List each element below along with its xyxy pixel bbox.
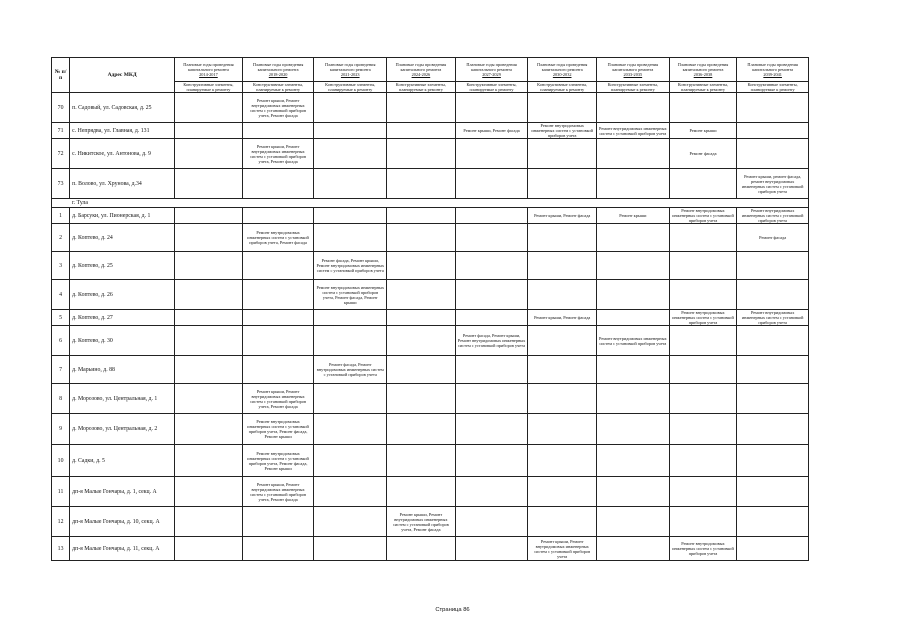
repair-cell — [314, 208, 387, 224]
row-address: д. Коптево, д. 30 — [70, 326, 175, 356]
row-address: п. Волово, ул. Хрунова, д.34 — [70, 169, 175, 199]
header-period-years: 2033-2035 — [623, 72, 643, 77]
repair-cell — [737, 139, 809, 169]
repair-cell: Ремонт фасада, Ремонт внутридомовых инженерных систем с установкой приборов учета — [314, 356, 387, 384]
repair-cell — [175, 356, 243, 384]
repair-cell — [597, 169, 670, 199]
repair-cell — [175, 310, 243, 326]
repair-cell — [455, 384, 528, 414]
repair-cell — [455, 93, 528, 123]
repair-cell — [669, 356, 737, 384]
header-address: Адрес МКД — [70, 58, 175, 93]
row-address: д. Коптево, д. 24 — [70, 224, 175, 252]
repair-cell — [669, 507, 737, 537]
row-number: 3 — [52, 252, 70, 280]
repair-cell: Ремонт крыши, ремонт фасада, ремонт внутридомовых инженерных систем с установкой приборов учета — [737, 169, 809, 199]
repair-cell — [455, 280, 528, 310]
row-number: 10 — [52, 445, 70, 477]
repair-cell: Ремонт внутридомовых инженерных систем с установкой приборов учета, Ремонт фасада — [242, 224, 314, 252]
repair-cell — [597, 280, 670, 310]
row-number: 72 — [52, 139, 70, 169]
repair-cell — [455, 507, 528, 537]
repair-cell: Ремонт внутридомовых инженерных систем с установкой приборов учета, Ремонт фасада, Ремонт крыши — [242, 414, 314, 445]
repair-cell — [597, 445, 670, 477]
repair-cell — [387, 477, 456, 507]
repair-cell — [242, 169, 314, 199]
repair-cell: Ремонт крыши, Ремонт внутридомовых инженерных систем с установкой приборов учета, Ремонт фасада — [242, 93, 314, 123]
header-period-subtitle: Конструктивные элементы, планируемые к ремонту — [669, 82, 737, 93]
repair-cell — [387, 326, 456, 356]
row-address: д. Морозово, ул. Центральная, д. 1 — [70, 384, 175, 414]
repair-cell — [528, 252, 597, 280]
row-number: 73 — [52, 169, 70, 199]
header-period-subtitle: Конструктивные элементы, планируемые к ремонту — [314, 82, 387, 93]
repair-cell — [737, 356, 809, 384]
repair-cell — [242, 537, 314, 561]
header-period-title: Плановые годы проведения капитального ремонта — [183, 62, 234, 72]
header-period — [669, 58, 737, 82]
repair-cell — [314, 310, 387, 326]
row-number: 4 — [52, 280, 70, 310]
table-row — [52, 123, 809, 139]
section-title: г. Тула — [52, 199, 809, 208]
header-period-title: Плановые годы проведения капитального ремонта — [252, 62, 304, 72]
repair-cell — [528, 507, 597, 537]
repair-cell — [669, 326, 737, 356]
repair-cell — [737, 93, 809, 123]
repair-cell — [175, 123, 243, 139]
repair-cell — [314, 139, 387, 169]
repair-cell — [387, 169, 456, 199]
repair-cell — [669, 280, 737, 310]
repair-cell — [242, 310, 314, 326]
repair-cell — [455, 537, 528, 561]
repair-cell — [669, 477, 737, 507]
repair-cell — [314, 445, 387, 477]
repair-cell — [597, 384, 670, 414]
repair-cell — [528, 414, 597, 445]
header-period-subtitle: Конструктивные элементы, планируемые к ремонту — [175, 82, 243, 93]
row-address: д. Садки, д. 5 — [70, 445, 175, 477]
repair-cell — [242, 252, 314, 280]
repair-cell — [528, 139, 597, 169]
repair-cell — [387, 208, 456, 224]
repair-cell — [314, 507, 387, 537]
table-row — [52, 356, 809, 384]
row-address: дп-я Малые Гончары, д. 10, секц. А — [70, 507, 175, 537]
header-period-title: Плановые годы проведения капитального ремонта — [747, 62, 798, 72]
repair-cell: Ремонт крыши — [669, 123, 737, 139]
repair-cell — [387, 537, 456, 561]
repair-cell: Ремонт крыши, Ремонт внутридомовых инженерных систем с установкой приборов учета, Ремонт фасада — [387, 507, 456, 537]
table-row — [52, 414, 809, 445]
repair-cell: Ремонт внутридомовых инженерных систем с установкой приборов учета — [669, 537, 737, 561]
repair-cell — [455, 356, 528, 384]
repair-cell — [597, 537, 670, 561]
header-period-years: 2030-2032 — [552, 72, 572, 77]
header-period-title: Плановые годы проведения капитального ремонта — [607, 62, 659, 72]
repair-schedule-table — [51, 57, 809, 561]
table-row — [52, 310, 809, 326]
repair-cell: Ремонт крыши, Ремонт фасада — [528, 310, 597, 326]
repair-cell — [597, 252, 670, 280]
repair-cell — [242, 326, 314, 356]
header-period — [737, 58, 809, 82]
table-row — [52, 507, 809, 537]
repair-cell — [737, 507, 809, 537]
repair-cell — [387, 384, 456, 414]
header-period — [455, 58, 528, 82]
table-row — [52, 252, 809, 280]
row-number: 13 — [52, 537, 70, 561]
header-period — [242, 58, 314, 82]
row-number: 7 — [52, 356, 70, 384]
repair-cell — [455, 414, 528, 445]
section-row — [52, 199, 809, 208]
repair-cell: Ремонт внутридомовых инженерных систем с установкой приборов учета, Ремонт фасада, Ремонт крыши — [314, 280, 387, 310]
repair-cell — [175, 93, 243, 123]
repair-cell — [597, 224, 670, 252]
header-period — [597, 58, 670, 82]
row-address: д. Коптево, д. 27 — [70, 310, 175, 326]
row-address: д. Морозово, ул. Центральная, д. 2 — [70, 414, 175, 445]
repair-cell: Ремонт крыши, Ремонт внутридомовых инженерных систем с установкой приборов учета — [528, 537, 597, 561]
repair-cell: Ремонт крыши, Ремонт внутридомовых инженерных систем с установкой приборов учета, Ремонт фасада — [242, 477, 314, 507]
table-row — [52, 224, 809, 252]
repair-cell — [455, 139, 528, 169]
repair-cell — [528, 445, 597, 477]
repair-cell — [314, 224, 387, 252]
header-period-title: Плановые годы проведения капитального ремонта — [677, 62, 729, 72]
repair-cell: Ремонт внутридомовых инженерных систем с установкой приборов учета — [737, 310, 809, 326]
repair-cell — [597, 310, 670, 326]
repair-cell — [455, 252, 528, 280]
header-period-years: 2024-2026 — [411, 72, 431, 77]
header-period-subtitle: Конструктивные элементы, планируемые к ремонту — [737, 82, 809, 93]
header-period — [175, 58, 243, 82]
table-header — [52, 58, 809, 93]
repair-cell: Ремонт фасада — [737, 224, 809, 252]
repair-cell: Ремонт крыши, Ремонт фасада — [528, 208, 597, 224]
repair-cell — [528, 169, 597, 199]
header-period-subtitle: Конструктивные элементы, планируемые к ремонту — [597, 82, 670, 93]
repair-cell — [175, 224, 243, 252]
repair-cell — [387, 224, 456, 252]
repair-cell — [737, 445, 809, 477]
row-number: 71 — [52, 123, 70, 139]
repair-cell — [387, 93, 456, 123]
repair-cell — [175, 208, 243, 224]
repair-cell — [175, 445, 243, 477]
repair-cell — [242, 280, 314, 310]
repair-cell — [175, 477, 243, 507]
row-number: 9 — [52, 414, 70, 445]
repair-cell — [597, 356, 670, 384]
row-number: 6 — [52, 326, 70, 356]
table-row — [52, 93, 809, 123]
row-number: 11 — [52, 477, 70, 507]
table-row — [52, 384, 809, 414]
repair-cell — [242, 356, 314, 384]
repair-cell — [175, 169, 243, 199]
repair-cell — [314, 477, 387, 507]
repair-cell: Ремонт внутридомовых инженерных систем с установкой приборов учета — [669, 310, 737, 326]
repair-cell — [314, 414, 387, 445]
repair-cell — [737, 414, 809, 445]
repair-cell: Ремонт внутридомовых инженерных систем с установкой приборов учета — [597, 123, 670, 139]
row-address: д. Коптево, д. 26 — [70, 280, 175, 310]
repair-cell — [737, 384, 809, 414]
header-period-subtitle: Конструктивные элементы, планируемые к ремонту — [455, 82, 528, 93]
repair-cell — [737, 123, 809, 139]
repair-cell: Ремонт фасада, Ремонт крыши, Ремонт внутридомовых инженерных систем с установкой приборов учета — [314, 252, 387, 280]
repair-cell: Ремонт внутридомовых инженерных систем с установкой приборов учета — [737, 208, 809, 224]
repair-cell — [387, 280, 456, 310]
repair-cell: Ремонт внутридомовых инженерных систем с установкой приборов учета — [597, 326, 670, 356]
row-address: дп-я Малые Гончары, д. 1, секц. А — [70, 477, 175, 507]
header-period-years: 2036-2038 — [693, 72, 713, 77]
repair-cell: Ремонт крыши, Ремонт фасада — [455, 123, 528, 139]
repair-cell — [669, 384, 737, 414]
repair-cell — [314, 537, 387, 561]
repair-cell: Ремонт крыши, Ремонт внутридомовых инженерных систем с установкой приборов учета, Ремонт фасада — [242, 384, 314, 414]
repair-cell: Ремонт фасада, Ремонт крыши, Ремонт внутридомовых инженерных систем с установкой приборов учета — [455, 326, 528, 356]
table-row — [52, 326, 809, 356]
row-number: 8 — [52, 384, 70, 414]
row-address: д. Барсуки, ул. Пионерская, д. 1 — [70, 208, 175, 224]
repair-cell — [737, 252, 809, 280]
repair-cell — [597, 507, 670, 537]
table-row — [52, 139, 809, 169]
row-address: д. Коптево, д. 25 — [70, 252, 175, 280]
header-period-title: Плановые годы проведения капитального ремонта — [466, 62, 517, 72]
repair-cell — [669, 414, 737, 445]
repair-cell — [669, 252, 737, 280]
repair-cell — [387, 123, 456, 139]
repair-cell — [528, 326, 597, 356]
repair-cell: Ремонт крыши — [597, 208, 670, 224]
header-period-years: 2014-2017 — [199, 72, 218, 77]
row-number: 2 — [52, 224, 70, 252]
repair-cell — [175, 252, 243, 280]
row-address: дп-я Малые Гончары, д. 11, секц. А — [70, 537, 175, 561]
header-period — [528, 58, 597, 82]
repair-cell — [528, 93, 597, 123]
header-period-years: 2027-2029 — [482, 72, 501, 77]
repair-cell — [455, 445, 528, 477]
repair-cell — [597, 414, 670, 445]
repair-cell: Ремонт внутридомовых инженерных систем с установкой приборов учета, Ремонт фасада, Ремонт крыши — [242, 445, 314, 477]
row-address: с. Никитское, ул. Антонова, д. 9 — [70, 139, 175, 169]
repair-cell — [175, 507, 243, 537]
repair-cell — [314, 169, 387, 199]
repair-cell — [387, 252, 456, 280]
repair-cell — [242, 208, 314, 224]
repair-cell — [175, 280, 243, 310]
repair-cell: Ремонт фасада — [669, 139, 737, 169]
repair-cell — [455, 208, 528, 224]
repair-cell — [669, 445, 737, 477]
row-number: 5 — [52, 310, 70, 326]
table-row — [52, 477, 809, 507]
row-address: п. Садовый, ул. Садовская, д. 25 — [70, 93, 175, 123]
page-number: Страница 86 — [435, 607, 470, 613]
row-address: д. Марьино, д. 88 — [70, 356, 175, 384]
repair-cell — [242, 507, 314, 537]
row-number: 1 — [52, 208, 70, 224]
row-number: 70 — [52, 93, 70, 123]
repair-cell — [455, 310, 528, 326]
row-number: 12 — [52, 507, 70, 537]
table-row — [52, 445, 809, 477]
table-body — [52, 93, 809, 561]
row-address: с. Непрядва, ул. Главная, д. 131 — [70, 123, 175, 139]
header-period — [387, 58, 456, 82]
header-period-title: Плановые годы проведения капитального ремонта — [395, 62, 447, 72]
repair-cell — [387, 356, 456, 384]
repair-cell — [387, 445, 456, 477]
header-period-subtitle: Конструктивные элементы, планируемые к ремонту — [242, 82, 314, 93]
table-row — [52, 280, 809, 310]
repair-cell — [314, 384, 387, 414]
header-period-years: 2039-2041 — [763, 72, 782, 77]
table-row — [52, 208, 809, 224]
repair-cell — [669, 169, 737, 199]
repair-cell — [669, 224, 737, 252]
repair-cell — [455, 477, 528, 507]
repair-cell — [314, 93, 387, 123]
repair-cell — [387, 310, 456, 326]
repair-cell — [387, 139, 456, 169]
repair-cell: Ремонт внутридомовых инженерных систем с установкой приборов учета — [528, 123, 597, 139]
repair-cell: Ремонт внутридомовых инженерных систем с установкой приборов учета — [669, 208, 737, 224]
header-period-years: 2018-2020 — [268, 72, 288, 77]
header-period-title: Плановые годы проведения капитального ремонта — [325, 62, 376, 72]
repair-cell — [314, 326, 387, 356]
repair-cell — [314, 123, 387, 139]
repair-cell — [597, 93, 670, 123]
repair-cell — [737, 537, 809, 561]
repair-cell — [737, 280, 809, 310]
repair-cell — [597, 139, 670, 169]
repair-cell — [455, 224, 528, 252]
repair-cell: Ремонт крыши, Ремонт внутридомовых инженерных систем с установкой приборов учета, Ремонт фасада — [242, 139, 314, 169]
repair-cell — [528, 477, 597, 507]
header-period-title: Плановые годы проведения капитального ремонта — [536, 62, 588, 72]
header-period-subtitle: Конструктивные элементы, планируемые к ремонту — [528, 82, 597, 93]
repair-cell — [669, 93, 737, 123]
repair-cell — [175, 384, 243, 414]
table-row — [52, 537, 809, 561]
repair-cell — [597, 477, 670, 507]
repair-cell — [528, 280, 597, 310]
repair-cell — [737, 326, 809, 356]
table-row — [52, 169, 809, 199]
repair-cell — [528, 356, 597, 384]
header-number: № п/п — [52, 58, 70, 93]
repair-cell — [737, 477, 809, 507]
repair-cell — [455, 169, 528, 199]
header-period-subtitle: Конструктивные элементы, планируемые к ремонту — [387, 82, 456, 93]
repair-cell — [175, 326, 243, 356]
repair-cell — [175, 139, 243, 169]
repair-cell — [387, 414, 456, 445]
repair-cell — [242, 123, 314, 139]
repair-cell — [175, 537, 243, 561]
header-period — [314, 58, 387, 82]
repair-cell — [528, 384, 597, 414]
repair-cell — [175, 414, 243, 445]
header-period-years: 2021-2023 — [340, 72, 360, 77]
repair-cell — [528, 224, 597, 252]
